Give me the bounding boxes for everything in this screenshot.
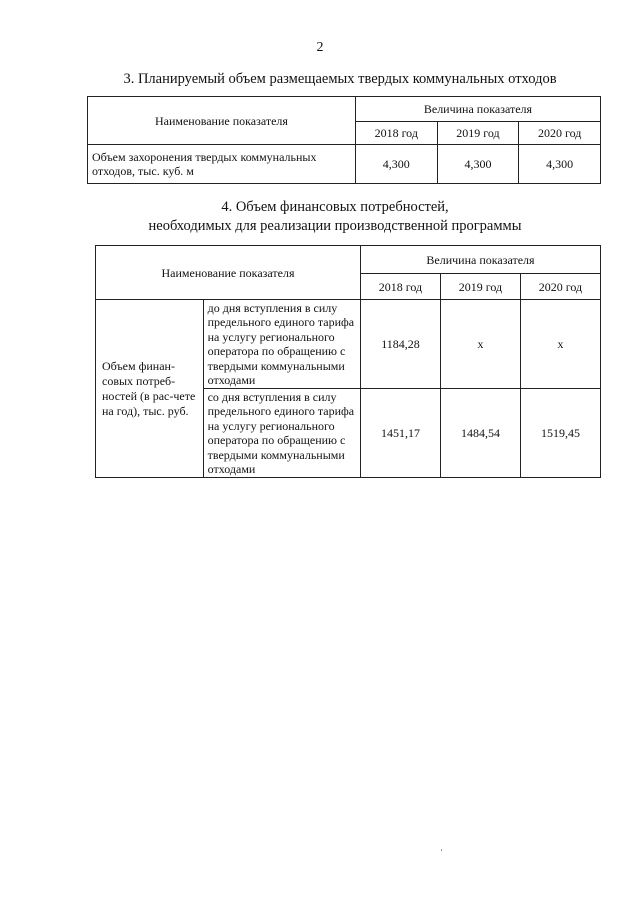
year-header-2020: 2020 год xyxy=(520,274,600,300)
row-description: до дня вступления в силу предельного единого тарифа на услугу регионального оператора по обращению с твердыми коммунальными отходами xyxy=(203,300,360,389)
scan-speck xyxy=(441,849,442,851)
indicator-name-header: Наименование показателя xyxy=(96,246,361,300)
table-row xyxy=(96,300,601,389)
value-2019: 1484,54 xyxy=(440,389,520,478)
value-2020: 4,300 xyxy=(519,145,601,184)
year-header-2019: 2019 год xyxy=(440,274,520,300)
value-2019: 4,300 xyxy=(437,145,519,184)
year-header-2019: 2019 год xyxy=(437,122,519,145)
row-description: со дня вступления в силу предельного единого тарифа на услугу регионального оператора по обращению с твердыми коммунальными отходами xyxy=(203,389,360,478)
year-header-2020: 2020 год xyxy=(519,122,601,145)
section-3-title: 3. Планируемый объем размещаемых твердых коммунальных отходов xyxy=(123,71,557,87)
year-header-2018: 2018 год xyxy=(360,274,440,300)
value-2018: 1451,17 xyxy=(360,389,440,478)
section-4-title-line-1: 4. Объем финансовых потребностей, xyxy=(221,199,449,215)
page-number: 2 xyxy=(316,40,324,55)
indicator-name-header: Наименование показателя xyxy=(88,97,356,145)
row-name: Объем захоронения твердых коммунальных отходов, тыс. куб. м xyxy=(88,145,356,184)
indicator-value-header: Величина показателя xyxy=(360,246,600,274)
year-header-2018: 2018 год xyxy=(355,122,437,145)
value-2020: х xyxy=(520,300,600,389)
indicator-value-header: Величина показателя xyxy=(355,97,600,122)
section-4-title xyxy=(15,198,640,236)
value-2020: 1519,45 xyxy=(520,389,600,478)
value-2018: 4,300 xyxy=(355,145,437,184)
financial-needs-label: Объем финан-совых потреб-ностей (в рас-чете на год), тыс. руб. xyxy=(96,300,204,478)
waste-volume-table xyxy=(87,96,601,184)
financial-needs-table xyxy=(95,245,601,478)
value-2019: х xyxy=(440,300,520,389)
section-4-title-line-2: необходимых для реализации производственной программы xyxy=(148,218,522,234)
table-row xyxy=(88,145,601,184)
value-2018: 1184,28 xyxy=(360,300,440,389)
